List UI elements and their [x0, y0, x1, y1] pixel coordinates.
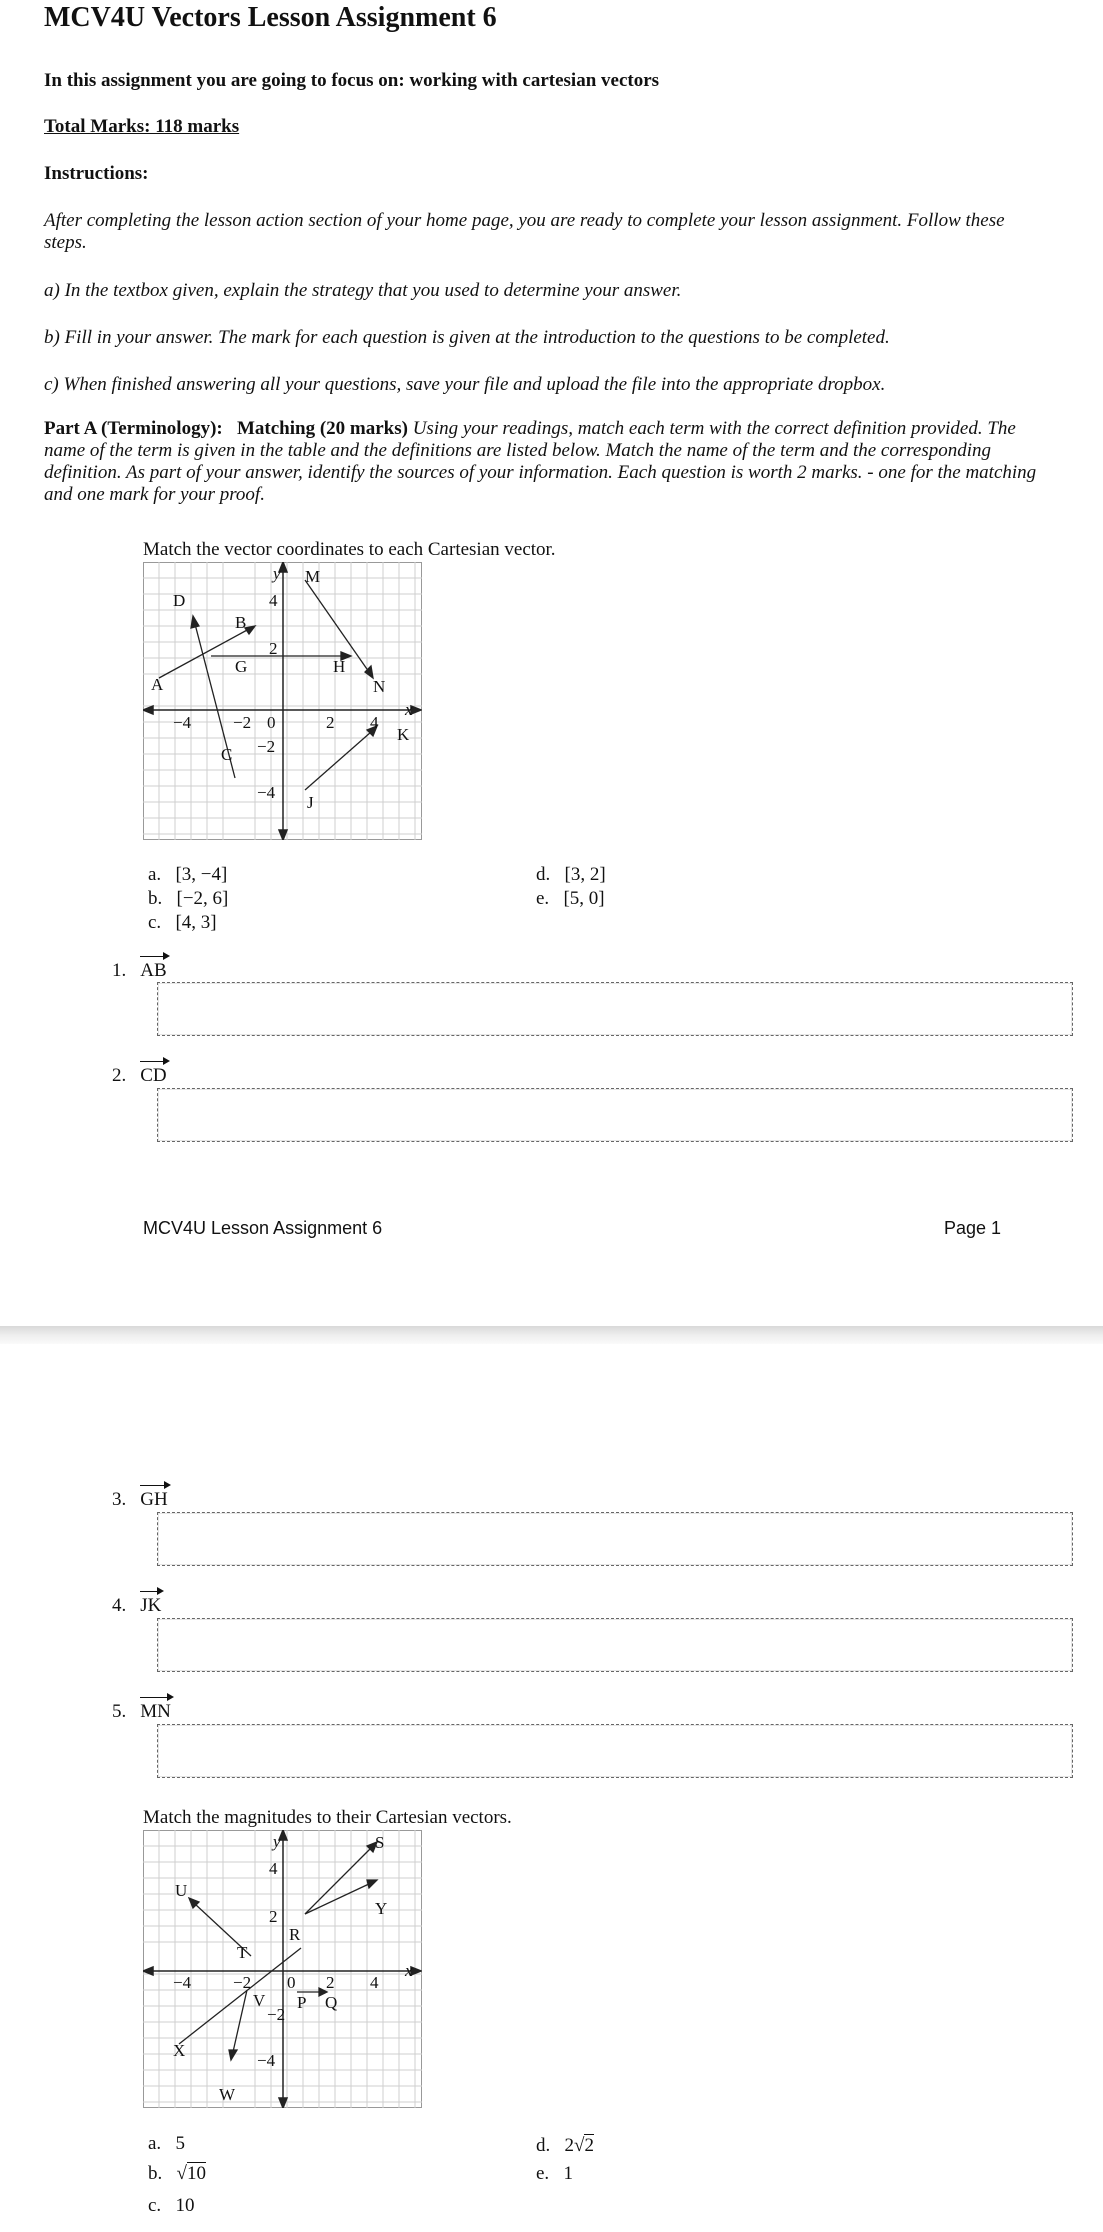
- part-a-text: Using your readings, match each term with the correct definition provided. The name of the term is given in the table and the definitions are listed below. Match the name of the term and the corresponding definition. As part of your answer, identify the sources of your information. Each question is worth 2 marks. - one for the matching and one mark for your proof.: [44, 418, 1037, 505]
- option-e: e. [5, 0]: [536, 888, 605, 909]
- point-Q: Q: [325, 1993, 338, 2012]
- point-P: P: [297, 1993, 307, 2012]
- page-title: MCV4U Vectors Lesson Assignment 6: [44, 2, 497, 33]
- tick-y-2: −2: [257, 737, 276, 756]
- question-4: 4. JK: [112, 1595, 162, 1616]
- sqrt-symbol: √: [574, 2135, 585, 2156]
- tick-y-4: −4: [257, 783, 276, 802]
- option-a: a. [3, −4]: [148, 864, 228, 885]
- steps-intro: After completing the lesson action section of your home page, you are ready to complete your lesson assignment. Follow these steps.: [44, 210, 1005, 253]
- option-c: c. [4, 3]: [148, 912, 217, 933]
- question-1: 1. AB: [112, 960, 167, 981]
- answer-box-5[interactable]: [157, 1724, 1073, 1778]
- point-M: M: [305, 567, 321, 586]
- tick-y2: 2: [269, 1907, 278, 1926]
- section2-heading: Match the magnitudes to their Cartesian vectors.: [143, 1807, 512, 1828]
- tick-x-2: −2: [233, 1973, 252, 1992]
- option-d: d. [3, 2]: [536, 864, 606, 885]
- tick-x4: 4: [370, 1973, 379, 1992]
- vector-graph-2: [143, 1830, 422, 2108]
- tick-y-2: −2: [267, 2005, 286, 2024]
- tick-x-4: −4: [173, 713, 192, 732]
- point-X: X: [173, 2041, 186, 2060]
- tick-x-2: −2: [233, 713, 252, 732]
- magnitude-option-d: d. 2√2: [536, 2135, 594, 2156]
- answer-box-4[interactable]: [157, 1618, 1073, 1672]
- magnitude-option-b: b. √10: [148, 2163, 206, 2184]
- point-H: H: [333, 657, 346, 676]
- step-c: c) When finished answering all your questions, save your file and upload the file into the appropriate dropbox.: [44, 374, 886, 395]
- tick-x4: 4: [370, 713, 379, 732]
- total-marks: Total Marks: 118 marks: [44, 116, 240, 137]
- step-a: a) In the textbox given, explain the strategy that you used to determine your answer.: [44, 280, 682, 301]
- point-J: J: [307, 793, 314, 812]
- answer-box-1[interactable]: [157, 982, 1073, 1036]
- point-W: W: [219, 2085, 236, 2104]
- tick-y4: 4: [269, 1859, 278, 1878]
- point-B: B: [235, 613, 247, 632]
- tick-x-4: −4: [173, 1973, 192, 1992]
- point-U: U: [175, 1881, 188, 1900]
- tick-origin: 0: [287, 1973, 296, 1992]
- page-break: [0, 1326, 1103, 1344]
- magnitude-option-c: c. 10: [148, 2195, 195, 2216]
- point-T: T: [237, 1943, 248, 1962]
- section1-heading: Match the vector coordinates to each Cartesian vector.: [143, 539, 556, 560]
- y-axis-label: y: [273, 1832, 281, 1851]
- point-N: N: [373, 677, 386, 696]
- answer-box-2[interactable]: [157, 1088, 1073, 1142]
- tick-y2: 2: [269, 639, 278, 658]
- tick-y-4: −4: [257, 2051, 276, 2070]
- answer-box-3[interactable]: [157, 1512, 1073, 1566]
- tick-y4: 4: [269, 591, 278, 610]
- part-a-label: Part A (Terminology):: [44, 418, 223, 439]
- option-b: b. [−2, 6]: [148, 888, 229, 909]
- point-D: D: [173, 591, 186, 610]
- point-A: A: [151, 675, 164, 694]
- magnitude-option-e: e. 1: [536, 2163, 573, 2184]
- point-Y: Y: [375, 1899, 388, 1918]
- tick-x2: 2: [326, 713, 335, 732]
- tick-x2: 2: [326, 1973, 335, 1992]
- point-S: S: [375, 1833, 385, 1852]
- question-3: 3. GH: [112, 1489, 168, 1510]
- tick-origin: 0: [267, 713, 276, 732]
- focus-line: In this assignment you are going to focus on: working with cartesian vectors: [44, 70, 660, 91]
- point-V: V: [253, 1991, 266, 2010]
- vector-graph-1: [143, 562, 422, 840]
- part-a-paragraph: [44, 418, 1044, 506]
- step-b: b) Fill in your answer. The mark for each question is given at the introduction to the questions to be completed.: [44, 327, 890, 348]
- question-5: 5. MN: [112, 1701, 171, 1722]
- footer-title: MCV4U Lesson Assignment 6: [143, 1218, 383, 1238]
- x-axis-label: x: [405, 1961, 413, 1980]
- point-G: G: [235, 657, 248, 676]
- point-K: K: [397, 725, 410, 744]
- part-a-matching: Matching (20 marks): [236, 418, 408, 439]
- instructions-heading: Instructions:: [44, 163, 149, 184]
- footer-page: Page 1: [944, 1218, 1002, 1238]
- y-axis-label: y: [273, 564, 281, 583]
- point-C: C: [221, 745, 233, 764]
- sqrt-symbol: √: [176, 2163, 187, 2184]
- question-2: 2. CD: [112, 1065, 167, 1086]
- magnitude-option-a: a. 5: [148, 2133, 185, 2154]
- x-axis-label: x: [405, 700, 413, 719]
- point-R: R: [289, 1925, 301, 1944]
